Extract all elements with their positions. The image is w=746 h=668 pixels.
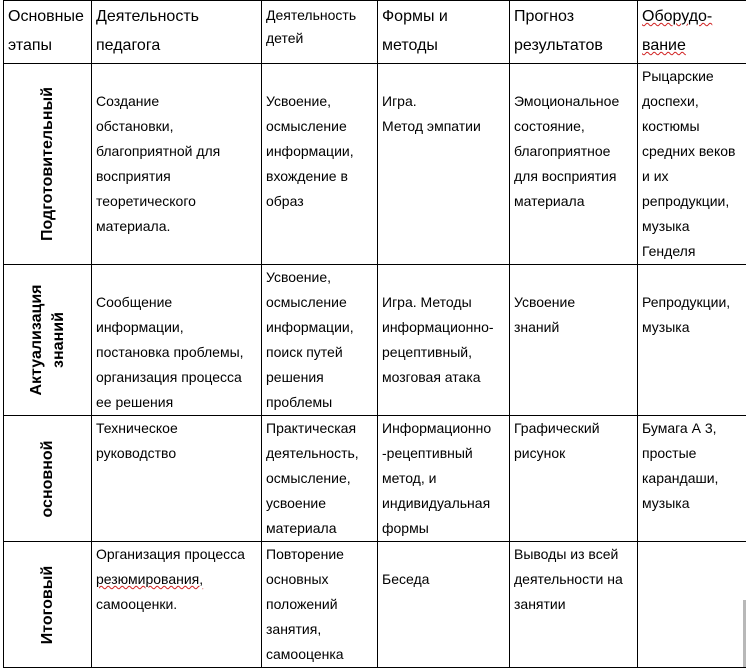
- children-cell: [262, 542, 378, 668]
- cell-line: Создание: [96, 89, 257, 114]
- methods-cell: [378, 64, 510, 265]
- cell-line: занятия,: [266, 617, 373, 642]
- forecast-cell: [510, 542, 638, 668]
- cell-line: репродукции,: [642, 189, 745, 214]
- cell-line: Усвоение,: [266, 265, 373, 290]
- header-children: [262, 1, 378, 64]
- cell-line: Выводы из всей: [514, 542, 633, 567]
- cell-line: Метод эмпатии: [382, 114, 505, 139]
- cell-line: Информационно: [382, 416, 505, 441]
- cell-line: состояние,: [514, 114, 633, 139]
- cell-line: Рыцарские: [642, 64, 745, 89]
- forecast-cell: [510, 265, 638, 416]
- header-methods-line1: Формы и: [382, 2, 505, 31]
- cell-line: Усвоение,: [266, 89, 373, 114]
- cell-line: благоприятное: [514, 139, 633, 164]
- cell-line: основных: [266, 567, 373, 592]
- table-row: [4, 416, 746, 542]
- teacher-cell: [92, 265, 262, 416]
- children-cell: [262, 265, 378, 416]
- cell-line: Игра.: [382, 89, 505, 114]
- cell-line: мозговая атака: [382, 365, 505, 390]
- header-stages: [4, 1, 92, 64]
- cell-line: Беседа: [382, 567, 505, 592]
- cell-line: музыка: [642, 491, 745, 516]
- cell-line: информационно-: [382, 315, 505, 340]
- header-teacher-line1: Деятельность: [96, 2, 257, 31]
- cell-line: доспехи,: [642, 89, 745, 114]
- cell-line: Репродукции,: [642, 290, 745, 315]
- equipment-cell: [638, 64, 746, 265]
- cell-line: занятии: [514, 592, 633, 617]
- methods-cell: [378, 265, 510, 416]
- cell-line: осмысление,: [266, 466, 373, 491]
- table-row: [4, 265, 746, 416]
- cell-line: Повторение: [266, 542, 373, 567]
- header-equipment-line1: Оборудо-: [642, 2, 745, 31]
- cell-line: -рецептивный: [382, 441, 505, 466]
- cell-line: Техническое: [96, 416, 257, 441]
- cell-line: простые: [642, 441, 745, 466]
- header-methods-line2: методы: [382, 31, 505, 60]
- cell-line: проблемы: [266, 390, 373, 415]
- cell-line: самооценка: [266, 642, 373, 667]
- teacher-cell: [92, 542, 262, 668]
- cell-line: резюмирования,: [96, 567, 257, 592]
- cell-line: Усвоение: [514, 290, 633, 315]
- stage-cell: [4, 265, 92, 416]
- cell-line: знаний: [514, 315, 633, 340]
- header-stages-line2: этапы: [8, 31, 87, 60]
- stage-label-line1: Актуализация: [26, 284, 48, 395]
- cell-line: и их: [642, 164, 745, 189]
- cell-line: музыка: [642, 315, 745, 340]
- stage-label: [26, 284, 70, 395]
- lesson-stages-table: [3, 0, 746, 668]
- header-teacher: [92, 1, 262, 64]
- cell-line: осмысление: [266, 114, 373, 139]
- header-forecast-line2: результатов: [514, 31, 633, 60]
- cell-line: деятельности на: [514, 567, 633, 592]
- cell-line: теоретического: [96, 189, 257, 214]
- cell-line: формы: [382, 516, 505, 541]
- stage-cell: [4, 542, 92, 668]
- cell-line: вхождение в: [266, 164, 373, 189]
- stage-cell: [4, 416, 92, 542]
- cell-line: деятельность,: [266, 441, 373, 466]
- stage-label: Итоговый: [37, 565, 59, 643]
- cell-line: информации,: [266, 139, 373, 164]
- cell-line: ее решения: [96, 390, 257, 415]
- cell-line: Практическая: [266, 416, 373, 441]
- header-forecast-line1: Прогноз: [514, 2, 633, 31]
- teacher-cell: [92, 64, 262, 265]
- cell-line: костюмы: [642, 114, 745, 139]
- cell-line: индивидуальная: [382, 491, 505, 516]
- forecast-cell: [510, 64, 638, 265]
- cell-line: материала: [514, 189, 633, 214]
- header-children-line2: детей: [266, 27, 373, 50]
- cell-line: рецептивный,: [382, 340, 505, 365]
- cell-line: обстановки,: [96, 114, 257, 139]
- cell-line: информации,: [96, 315, 257, 340]
- cell-line: Организация процесса: [96, 542, 257, 567]
- header-forecast: [510, 1, 638, 64]
- stage-label: Подготовительный: [37, 87, 59, 241]
- cell-line: для восприятия: [514, 164, 633, 189]
- header-row: [4, 1, 746, 64]
- cell-line: образ: [266, 189, 373, 214]
- cell-line: метод, и: [382, 466, 505, 491]
- cell-line: решения: [266, 365, 373, 390]
- cell-line: Бумага А 3,: [642, 416, 745, 441]
- table-row: [4, 64, 746, 265]
- header-equipment-line2: вание: [642, 31, 745, 60]
- cell-line: восприятия: [96, 164, 257, 189]
- cell-line: средних веков: [642, 139, 745, 164]
- cell-line: материала.: [96, 214, 257, 239]
- cell-line: положений: [266, 592, 373, 617]
- header-teacher-line2: педагога: [96, 31, 257, 60]
- cell-line: осмысление: [266, 290, 373, 315]
- cell-line: усвоение: [266, 491, 373, 516]
- equipment-cell: [638, 542, 746, 668]
- stage-cell: [4, 64, 92, 265]
- cell-line: материала: [266, 516, 373, 541]
- table-row: [4, 542, 746, 668]
- methods-cell: [378, 416, 510, 542]
- cell-line: Генделя: [642, 239, 745, 264]
- cell-line: постановка проблемы,: [96, 340, 257, 365]
- stage-label: основной: [37, 440, 59, 517]
- forecast-cell: [510, 416, 638, 542]
- cell-line: карандаши,: [642, 466, 745, 491]
- cell-line: Сообщение: [96, 290, 257, 315]
- children-cell: [262, 64, 378, 265]
- header-equipment: [638, 1, 746, 64]
- equipment-cell: [638, 265, 746, 416]
- cell-line: музыка: [642, 214, 745, 239]
- methods-cell: [378, 542, 510, 668]
- children-cell: [262, 416, 378, 542]
- cell-line: благоприятной для: [96, 139, 257, 164]
- cell-line: самооценки.: [96, 592, 257, 617]
- cell-line: руководство: [96, 441, 257, 466]
- cell-line: информации,: [266, 315, 373, 340]
- header-children-line1: Деятельность: [266, 4, 373, 27]
- teacher-cell: [92, 416, 262, 542]
- cell-line: Эмоциональное: [514, 89, 633, 114]
- cell-line: поиск путей: [266, 340, 373, 365]
- cell-line: рисунок: [514, 441, 633, 466]
- header-stages-line1: Основные: [8, 2, 87, 31]
- cell-line: Игра. Методы: [382, 290, 505, 315]
- header-methods: [378, 1, 510, 64]
- stage-label-line2: знаний: [48, 284, 70, 395]
- equipment-cell: [638, 416, 746, 542]
- cell-line: Графический: [514, 416, 633, 441]
- cell-line: организация процесса: [96, 365, 257, 390]
